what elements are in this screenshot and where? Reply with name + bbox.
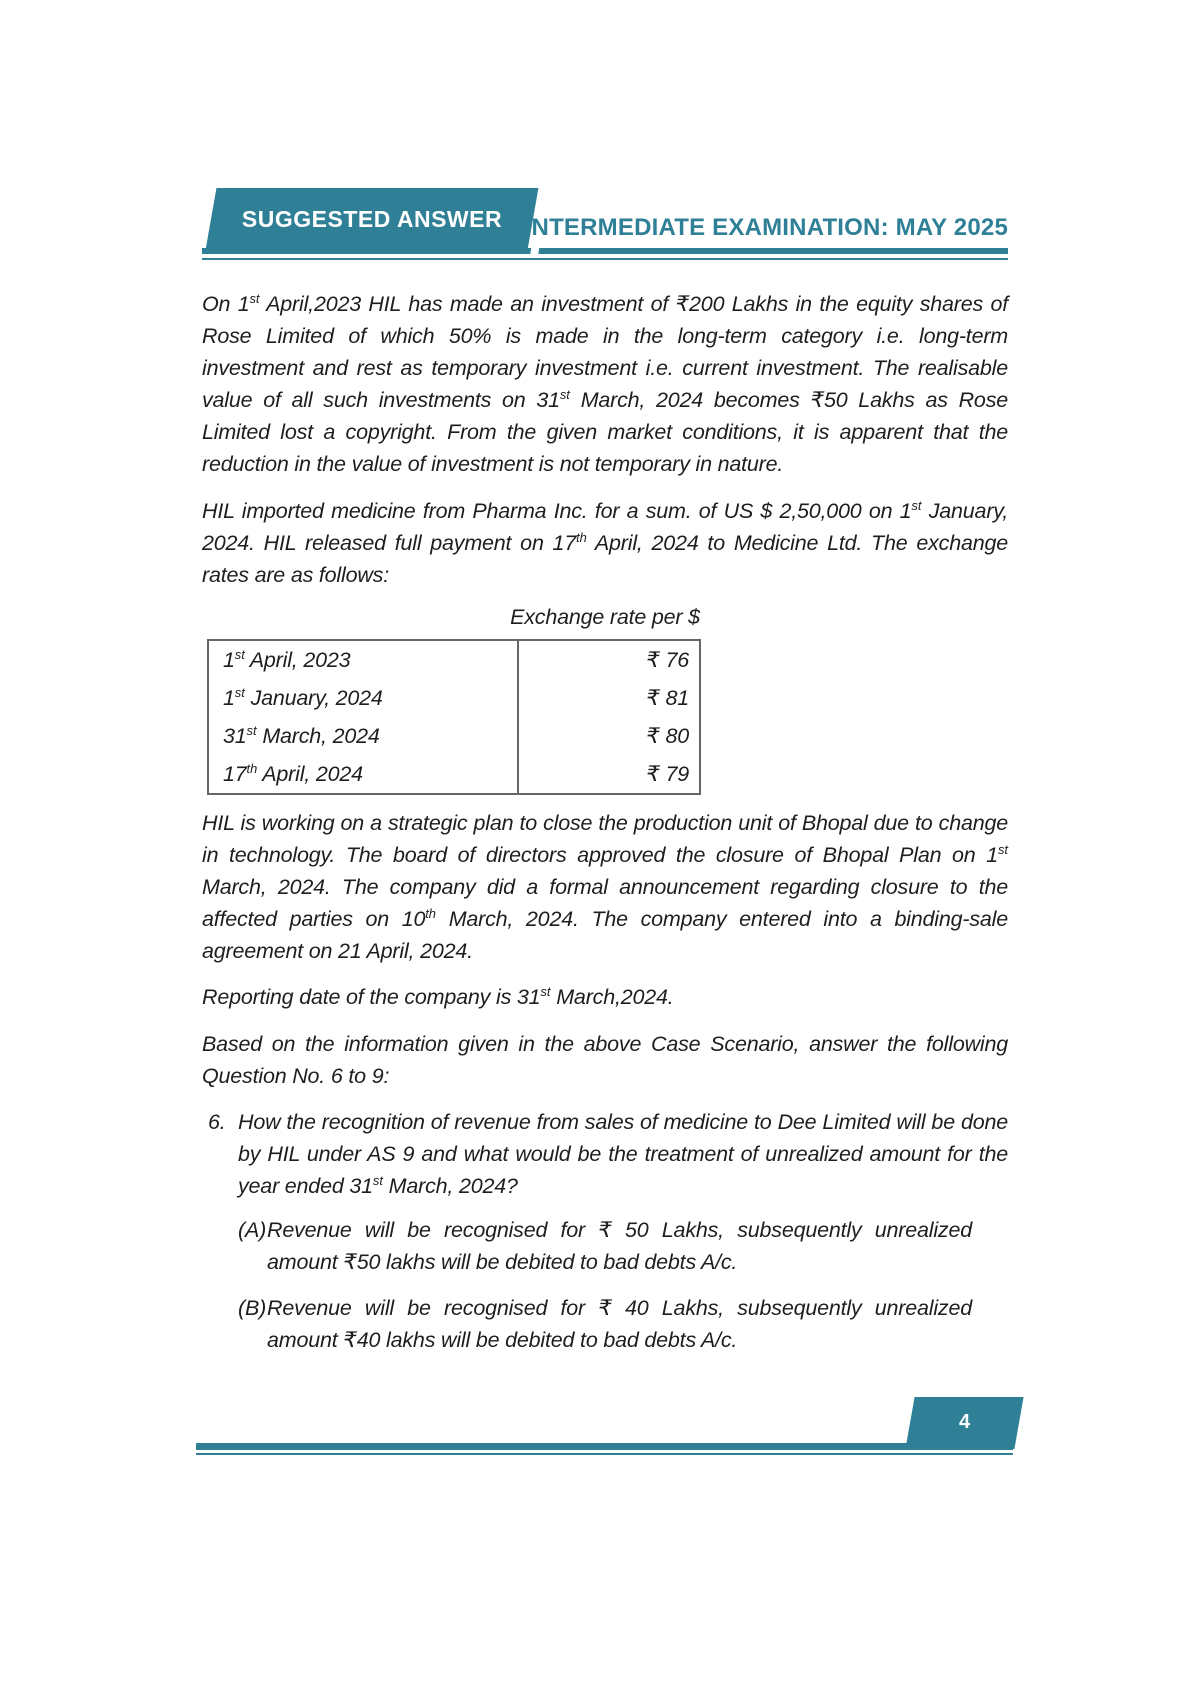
footer-rule-thick: [196, 1443, 1013, 1450]
question-6: [202, 1106, 1008, 1202]
document-body: [202, 288, 1008, 1370]
option-text: Revenue will be recognised for ₹ 40 Lakhs, subsequently unrealized amount ₹40 lakhs will be debited to bad debts A/c.: [267, 1296, 972, 1352]
option-a: [238, 1214, 972, 1278]
paragraph-instruction: Based on the information given in the above Case Scenario, answer the following Question No. 6 to 9:: [202, 1032, 1008, 1088]
suggested-answer-label: SUGGESTED ANSWER: [241, 206, 503, 232]
table-row: [209, 679, 699, 717]
table-cell-date: 1st January, 2024: [223, 684, 383, 710]
option-label: (B): [238, 1296, 267, 1320]
table-cell-rate: ₹ 79: [646, 762, 689, 786]
exchange-table-caption: Exchange rate per $: [510, 605, 700, 629]
paragraph-reporting-date: Reporting date of the company is 31st March,2024.: [202, 983, 674, 1009]
table-cell-date: 17th April, 2024: [223, 760, 363, 786]
table-row: [209, 641, 699, 679]
suggested-answer-badge: [206, 188, 539, 250]
option-b: [238, 1292, 972, 1356]
footer-rule-thin: [196, 1453, 1013, 1455]
paragraph-closure: HIL is working on a strategic plan to close the production unit of Bhopal due to change in technology. The board of directors approved the closure of Bhopal Plan on 1st March, 2024. The company did a formal announcement regarding closure to the affected parties on 10th March, 2024. The company entered into a binding-sale agreement on 21 April, 2024.: [202, 811, 1008, 963]
page-number-badge: [905, 1397, 1023, 1449]
table-column-divider: [517, 641, 519, 793]
exam-title: INTERMEDIATE EXAMINATION: MAY 2025: [524, 214, 1008, 241]
question-text: How the recognition of revenue from sales of medicine to Dee Limited will be done by HIL under AS 9 and what would be the treatment of unrealized amount for the year ended 31st March, 2024?: [238, 1110, 1008, 1198]
page-header: [202, 188, 1008, 268]
header-rule-thin: [202, 258, 1008, 260]
table-cell-rate: ₹ 76: [646, 648, 689, 672]
page-number: 4: [958, 1411, 971, 1433]
option-text: Revenue will be recognised for ₹ 50 Lakhs, subsequently unrealized amount ₹50 lakhs will be debited to bad debts A/c.: [267, 1218, 972, 1274]
question-number: 6.: [208, 1110, 226, 1134]
table-cell-rate: ₹ 81: [646, 686, 689, 710]
table-cell-date: 31st March, 2024: [223, 722, 380, 748]
table-cell-rate: ₹ 80: [646, 724, 689, 748]
option-label: (A): [238, 1218, 267, 1242]
table-cell-date: 1st April, 2023: [223, 646, 351, 672]
table-row: [209, 755, 699, 793]
table-row: [209, 717, 699, 755]
page-footer: [196, 1397, 1014, 1459]
paragraph-import: HIL imported medicine from Pharma Inc. for a sum. of US $ 2,50,000 on 1st January, 2024. HIL released full payment on 17th April, 2024 to Medicine Ltd. The exchange rates are as follows:: [202, 497, 1009, 587]
paragraph-investment: On 1st April,2023 HIL has made an investment of ₹200 Lakhs in the equity shares of Rose Limited of which 50% is made in the long-term category i.e. long-term investment and rest as temporary investment i.e. current investment. The realisable value of all such investments on 31st March, 2024 becomes ₹50 Lakhs as Rose Limited lost a copyright. From the given market conditions, it is apparent that the reduction in the value of investment is not temporary in nature.: [202, 290, 1008, 476]
exchange-rate-table: [207, 639, 701, 795]
